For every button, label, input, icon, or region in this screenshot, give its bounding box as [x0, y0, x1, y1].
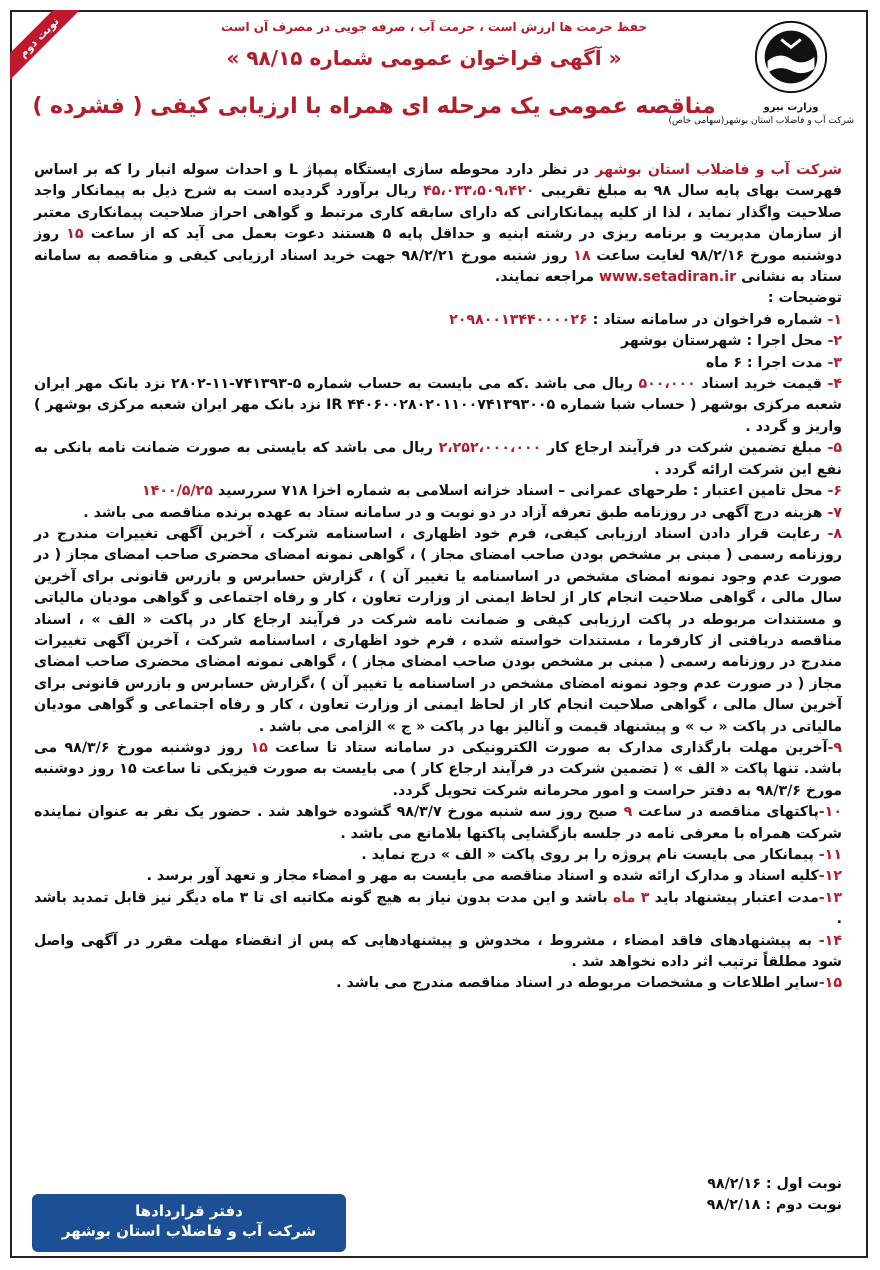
note-text: سایر اطلاعات و مشخصات مربوطه در اسناد مناقصه مندرج می باشد . — [336, 975, 819, 992]
note-text: قیمت خرید اسناد — [695, 376, 828, 393]
note-item — [34, 973, 842, 994]
second-publish-date: نوبت دوم : ۹۸/۲/۱۸ — [706, 1197, 842, 1213]
start-date: ۹۸/۲/۱۶ — [690, 247, 745, 264]
notes-heading: توضیحات : — [767, 290, 842, 307]
notes-list — [34, 310, 842, 995]
note-number: ۵- — [827, 440, 842, 457]
slogan: حفظ حرمت ها ارزش است ، حرمت آب ، صرفه جویی در مصرف آن است — [220, 20, 648, 34]
note-text-rest: ریال می باشد .که می بایست به حساب شماره ۵-۷۴۱۳۹۳-۱۱-۲۸۰۲ نزد بانک مهر ایران شعبه مرکزی بوشهر ( حساب شبا شماره IR ۴۴۰۶۰۰۲۸۰۲۰۱۱۰۰۷۴۱۳۹۳۰۰۵ نزد بانک مهر ایران شعبه مرکزی بوشهر ) واریز و گردد . — [34, 376, 842, 435]
intro-text-4: لغایت ساعت — [590, 247, 691, 264]
note-text: کلیه اسناد و مدارک ارائه شده و اسناد مناقصه می بایست به مهر و امضاء مجاز و تعهد آور برسد . — [146, 868, 819, 885]
note-text-rest: ریال می باشد که بایستی به صورت ضمانت نامه بانکی به نفع این شرکت ارائه گردد . — [34, 440, 842, 478]
note-item — [34, 331, 842, 352]
note-number: ۱- — [827, 311, 842, 328]
note-item — [34, 438, 842, 481]
note-number: ۴- — [827, 376, 843, 393]
note-number: ۱۳- — [818, 889, 842, 906]
note-number: ۱۴- — [818, 932, 842, 949]
intro-text-7: مراجعه نمایند. — [494, 269, 599, 286]
note-item — [34, 481, 842, 502]
estimated-amount: ۴۵،۰۳۳،۵۰۹،۴۲۰ — [423, 183, 535, 200]
note-number: ۱۵- — [818, 975, 842, 992]
note-item — [34, 802, 842, 845]
note-item — [34, 374, 842, 438]
note-text: رعایت قرار دادن اسناد ارزیابی کیفی، فرم خود اظهاری ، اساسنامه شرکت ، آخرین آگهی تغییرات مندرج در روزنامه رسمی ( مبنی بر مشخص بودن صاحب امضای مجاز ) ، گواهی نمونه امضای محضری صاحب امضای مجاز ( در صورت عدم وجود نمونه امضای مشخص در اساسنامه یا تغییر آن ) ، گزارش حسابرس و بازرس قانونی برای آخرین سال مالی ، گواهی صلاحیت انجام کار از لحاظ ایمنی از وزارت تعاون ، کار و رفاه اجتماعی و گواهی مودیان مالیاتی و مستندات مربوطه در پاکت ارزیابی کیفی و ضمانت نامه شرکت در فرآیند ارجاع کار در پاکت « الف » ، اسناد مناقصه دریافتی از کارفرما ، مستندات خواسته شده ، فرم خود اظهاری ، اساسنامه شرکت ، آخرین آگهی تغییرات مندرج در روزنامه رسمی ( مبنی بر مشخص بودن صاحب امضای مجاز ) ، گواهی نمونه امضای محضری صاحب امضای مجاز ( در صورت عدم وجود نمونه امضای مشخص در اساسنامه یا تغییر آن ) ،گزارش حسابرس و بازرس قانونی برای آخرین سال مالی ، گواهی صلاحیت انجام کار از لحاظ ایمنی از وزارت تعاون ، کار و رفاه اجتماعی و گواهی مودیان مالیاتی در پاکت « ب » و پیشنهاد قیمت و آنالیز بها در پاکت « ج » الزامی می باشد . — [34, 525, 842, 735]
note-text: مدت اجرا : ۶ ماه — [705, 354, 828, 371]
note-item — [34, 353, 842, 374]
note-text: محل اجرا : شهرستان بوشهر — [620, 333, 828, 350]
notice-body — [34, 160, 842, 995]
note-number: ۱۰- — [818, 804, 842, 821]
first-publish-date: نوبت اول : ۹۸/۲/۱۶ — [707, 1176, 842, 1192]
footer-company-name: شرکت آب و فاضلاب استان بوشهر — [61, 1222, 317, 1240]
note-number: ۱۲- — [818, 868, 842, 885]
header — [12, 12, 866, 152]
contracts-office-label: دفتر قراردادها — [135, 1202, 243, 1220]
note-item — [34, 310, 842, 331]
note-text-rest: روز دوشنبه مورخ ۹۸/۳/۶ می باشد. تنها پاکت « الف » ( تضمین شرکت در فرآیند ارجاع کار ) می بایست به صورت فیزیکی تا ساعت ۱۵ روز دوشنبه مورخ ۹۸/۳/۶ به دفتر حراست و امور محرمانه شرکت تحویل گردد. — [34, 739, 842, 799]
end-date: ۹۸/۲/۲۱ — [401, 247, 456, 264]
note-item — [34, 738, 842, 802]
company-logo-block — [668, 18, 854, 138]
note-item — [34, 503, 842, 524]
note-highlight: ۹ — [623, 804, 633, 821]
note-number: ۸- — [827, 525, 842, 542]
publish-dates — [707, 1174, 842, 1216]
note-text: به پیشنهادهای فاقد امضاء ، مشروط ، مخدوش و پیشنهادهایی که پس از انقضاء مهلت مقرر در آگهی واصل شود مطلقاً ترتیب اثر داده نخواهد شد . — [34, 932, 842, 971]
intro-text-3: روز دوشنبه مورخ — [34, 226, 842, 264]
round-ribbon — [10, 10, 80, 80]
note-number: ۳- — [827, 354, 842, 371]
end-hour: ۱۸ — [573, 247, 591, 264]
intro-text-2: ریال برآورد گردیده است به شرح ذیل به پیمانکار واجد صلاحیت واگذار نماید ، لذا از کلیه پیمانکارانی که دارای سابقه کاری مرتبط و گواهی احراز صلاحیت پیمانکاری معتبر از سازمان مدیریت و برنامه ریزی در رشته ابنیه و حداقل پایه ۵ هستند دعوت بعمل می آید که از ساعت — [34, 183, 842, 243]
note-highlight: ۲۰۹۸۰۰۱۳۴۴۰۰۰۰۲۶ — [449, 311, 588, 328]
note-text: مبلغ تضمین شرکت در فرآیند ارجاع کار — [541, 440, 828, 457]
note-text: مدت اعتبار پیشنهاد باید — [649, 889, 819, 906]
tender-notice — [10, 10, 868, 1258]
intro-text-6: جهت خرید اسناد ارزیابی کیفی و مناقصه به سامانه ستاد به نشانی — [34, 247, 842, 286]
company-name: شرکت آب و فاضلاب استان بوشهر — [595, 162, 842, 178]
note-item — [34, 866, 842, 887]
ministry-label: وزارت نیرو — [763, 102, 819, 113]
note-text-rest: باشد و این مدت بدون نیاز به هیچ گونه مکاتبه ای تا ۳ ماه دیگر نیز قابل تمدید باشد . — [34, 889, 842, 928]
intro-text-1: در نظر دارد محوطه سازی ایستگاه پمپاژ L و احداث سوله انبار را که بر اساس فهرست بهای پایه سال ۹۸ به مبلغ تقریبی — [34, 162, 842, 200]
note-item — [34, 845, 842, 866]
note-highlight: ۵۰۰،۰۰۰ — [638, 376, 696, 393]
note-number: ۲- — [827, 333, 842, 350]
note-item — [34, 524, 842, 738]
note-highlight: ۳ ماه — [612, 889, 650, 906]
note-highlight: ۱۵ — [250, 739, 268, 756]
note-number: ۱۱- — [818, 847, 842, 863]
note-number: ۹- — [827, 739, 842, 756]
note-number: ۶- — [827, 483, 842, 500]
note-item — [34, 888, 842, 931]
note-text: هزینه درج آگهی در روزنامه طبق تعرفه آزاد در دو نوبت و در سامانه ستاد به عهده برنده مناقصه می باشد . — [83, 504, 828, 521]
water-company-logo-icon — [752, 18, 830, 96]
note-highlight: ۱۴۰۰/۵/۲۵ — [141, 483, 213, 500]
intro-paragraph — [34, 160, 842, 288]
note-text: پیمانکار می بایست نام پروژه را بر روی پاکت « الف » درج نماید . — [361, 847, 819, 863]
website-link[interactable]: www.setadiran.ir — [598, 269, 737, 286]
note-item — [34, 931, 842, 974]
note-number: ۷- — [827, 504, 842, 521]
note-highlight: ۲،۲۵۲،۰۰۰،۰۰۰ — [438, 440, 542, 457]
start-hour: ۱۵ — [66, 226, 84, 243]
note-text: شماره فراخوان در سامانه ستاد : — [587, 311, 828, 328]
note-text: پاکتهای مناقصه در ساعت — [632, 804, 819, 821]
note-text: محل تامین اعتبار : طرحهای عمرانی – اسناد خزانه اسلامی به شماره اخزا ۷۱۸ سررسید — [212, 483, 828, 500]
notice-title: « آگهی فراخوان عمومی شماره ۹۸/۱۵ » — [226, 46, 622, 70]
note-text: آخرین مهلت بارگذاری مدارک به صورت الکترونیکی در سامانه ستاد تا ساعت — [267, 739, 828, 756]
company-name-small: شرکت آب و فاضلاب استان بوشهر(سهامی خاص) — [668, 116, 854, 126]
ribbon-label: نوبت دوم — [10, 10, 80, 80]
tender-title: مناقصه عمومی یک مرحله ای همراه با ارزیابی کیفی ( فشرده ) — [32, 94, 716, 119]
contracts-office-box — [32, 1194, 346, 1252]
intro-text-5: روز شنبه مورخ — [455, 247, 574, 264]
note-text-rest: صبح روز سه شنبه مورخ ۹۸/۳/۷ گشوده خواهد شد . حضور یک نفر به عنوان نماینده شرکت همراه با معرفی نامه در جلسه بازگشایی پاکتها بلامانع می باشد . — [34, 804, 842, 842]
